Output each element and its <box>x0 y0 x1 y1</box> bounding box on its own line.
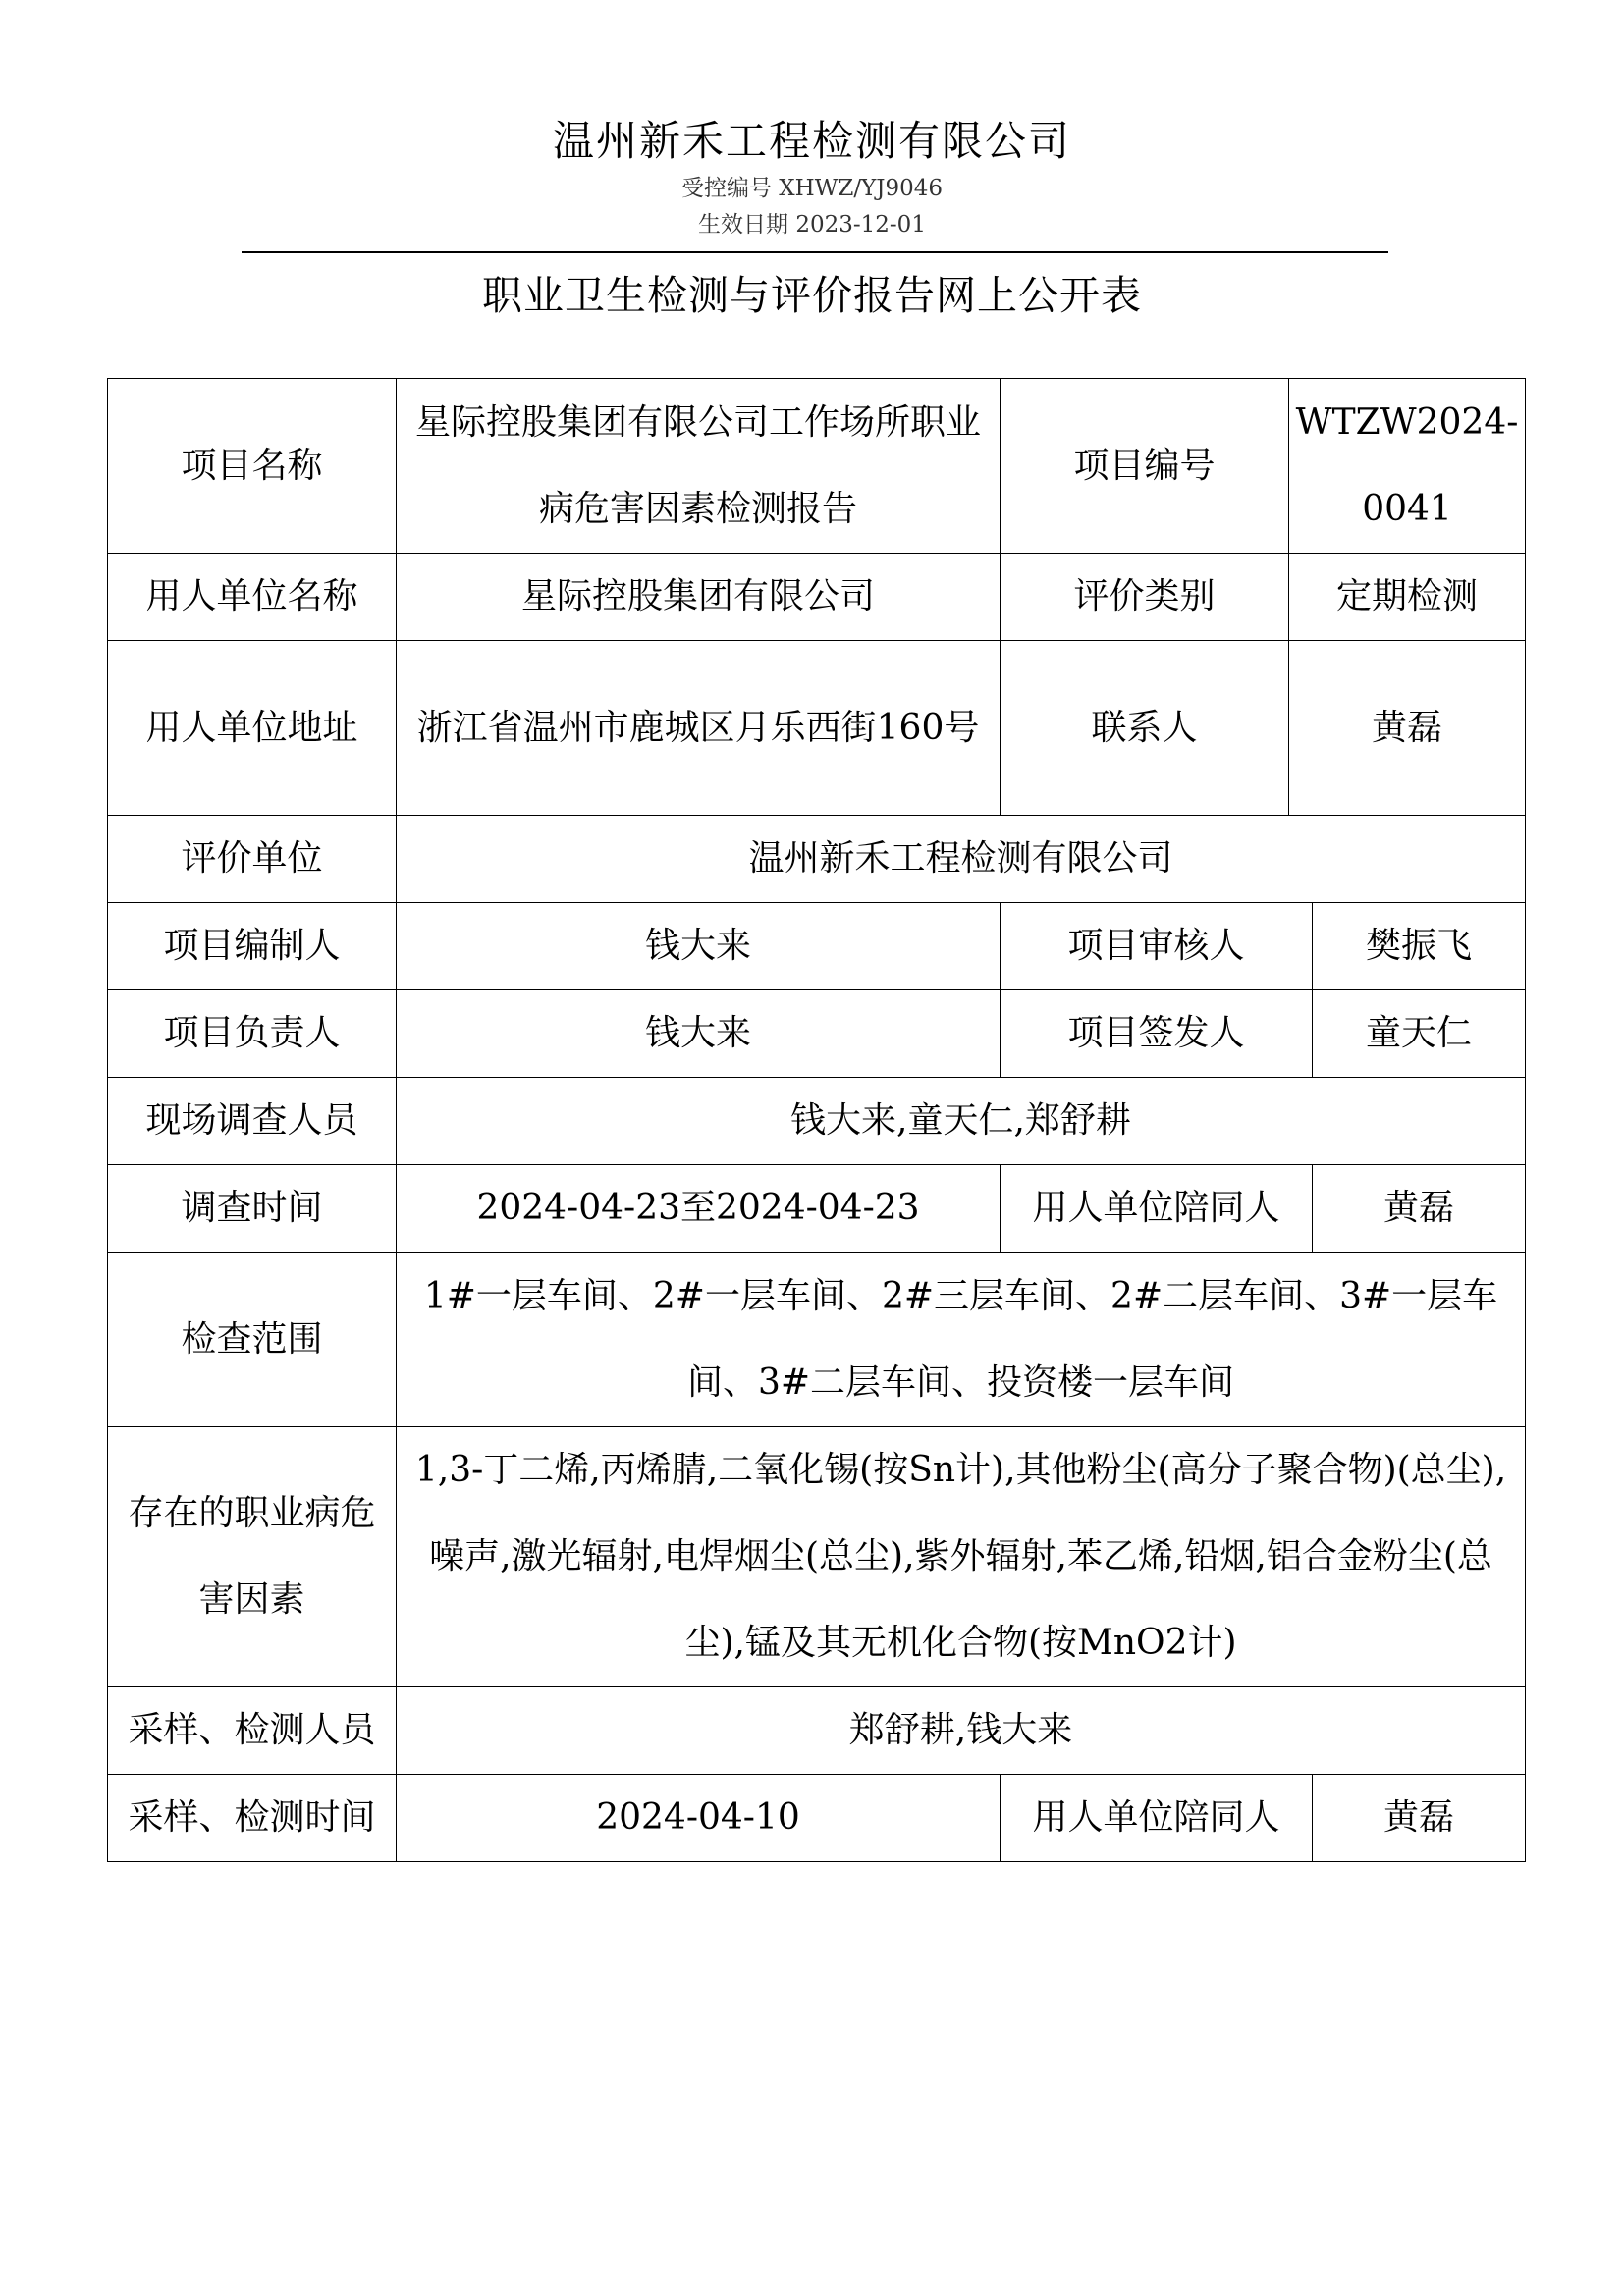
contact-value: 黄磊 <box>1289 641 1526 816</box>
site-staff-label: 现场调查人员 <box>108 1078 397 1165</box>
table-row <box>108 1687 1526 1775</box>
issuer-label: 项目签发人 <box>1001 990 1313 1078</box>
project-name-value: 星际控股集团有限公司工作场所职业病危害因素检测报告 <box>397 379 1001 554</box>
leader-label: 项目负责人 <box>108 990 397 1078</box>
survey-time-value: 2024-04-23至2024-04-23 <box>397 1165 1001 1253</box>
table-row <box>108 554 1526 641</box>
sampling-escort-value: 黄磊 <box>1313 1775 1526 1862</box>
table-row <box>108 1253 1526 1427</box>
sampling-escort-label: 用人单位陪同人 <box>1001 1775 1313 1862</box>
company-name: 温州新禾工程检测有限公司 <box>552 117 1071 165</box>
survey-time-label: 调查时间 <box>108 1165 397 1253</box>
table-row <box>108 1775 1526 1862</box>
scope-label: 检查范围 <box>108 1253 397 1427</box>
table-row <box>108 1078 1526 1165</box>
table-row <box>108 1427 1526 1687</box>
scope-value: 1#一层车间、2#一层车间、2#三层车间、2#二层车间、3#一层车间、3#二层车间、投资楼一层车间 <box>397 1253 1526 1427</box>
reviewer-value: 樊振飞 <box>1313 903 1526 990</box>
compiler-label: 项目编制人 <box>108 903 397 990</box>
hazards-value: 1,3-丁二烯,丙烯腈,二氧化锡(按Sn计),其他粉尘(高分子聚合物)(总尘),噪声,激光辐射,电焊烟尘(总尘),紫外辐射,苯乙烯,铅烟,铝合金粉尘(总尘),锰及其无机化合物(按MnO2计) <box>397 1427 1526 1687</box>
sampling-time-value: 2024-04-10 <box>397 1775 1001 1862</box>
form-title: 职业卫生检测与评价报告网上公开表 <box>482 272 1142 319</box>
table-row <box>108 641 1526 816</box>
survey-escort-label: 用人单位陪同人 <box>1001 1165 1313 1253</box>
table-row <box>108 990 1526 1078</box>
disclosure-table <box>107 378 1526 1862</box>
hazards-label: 存在的职业病危害因素 <box>108 1427 397 1687</box>
compiler-value: 钱大来 <box>397 903 1001 990</box>
reviewer-label: 项目审核人 <box>1001 903 1313 990</box>
control-number: 受控编号 XHWZ/YJ9046 <box>680 176 944 201</box>
project-name-label: 项目名称 <box>108 379 397 554</box>
sampling-staff-label: 采样、检测人员 <box>108 1687 397 1775</box>
site-staff-value: 钱大来,童天仁,郑舒耕 <box>397 1078 1526 1165</box>
sampling-staff-value: 郑舒耕,钱大来 <box>397 1687 1526 1775</box>
eval-unit-value: 温州新禾工程检测有限公司 <box>397 816 1526 903</box>
issuer-value: 童天仁 <box>1313 990 1526 1078</box>
sampling-time-label: 采样、检测时间 <box>108 1775 397 1862</box>
eval-unit-label: 评价单位 <box>108 816 397 903</box>
project-no-value: WTZW2024-0041 <box>1289 379 1526 554</box>
contact-label: 联系人 <box>1001 641 1289 816</box>
employer-name-value: 星际控股集团有限公司 <box>397 554 1001 641</box>
employer-address-value: 浙江省温州市鹿城区月乐西街160号 <box>397 641 1001 816</box>
header-divider <box>242 251 1388 253</box>
table-row <box>108 379 1526 554</box>
eval-type-value: 定期检测 <box>1289 554 1526 641</box>
eval-type-label: 评价类别 <box>1001 554 1289 641</box>
project-no-label: 项目编号 <box>1001 379 1289 554</box>
survey-escort-value: 黄磊 <box>1313 1165 1526 1253</box>
leader-value: 钱大来 <box>397 990 1001 1078</box>
table-row <box>108 1165 1526 1253</box>
effective-date: 生效日期 2023-12-01 <box>698 212 926 238</box>
employer-address-label: 用人单位地址 <box>108 641 397 816</box>
table-row <box>108 816 1526 903</box>
table-row <box>108 903 1526 990</box>
employer-name-label: 用人单位名称 <box>108 554 397 641</box>
